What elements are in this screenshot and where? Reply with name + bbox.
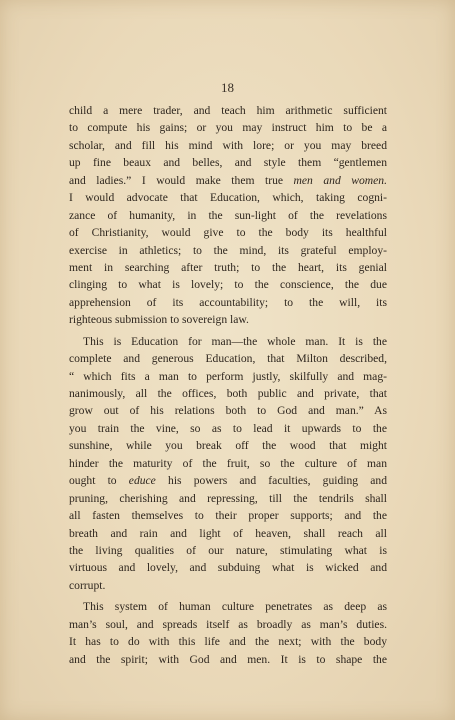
line-text: and ladies.” I would make them true [69,173,294,187]
text-line [69,402,387,419]
text-line [69,137,387,154]
italic-text: educe [128,474,156,488]
line-text: corrupt. [69,578,106,592]
line-text: This system of human culture penetrates as deep as [83,600,387,614]
line-text: clinging to what is lovely; to the conscience, the due [69,278,387,292]
line-text: you train the vine, so as to lead it upwards to the [69,421,387,435]
text-line [69,455,387,472]
text-line [69,154,387,171]
paragraph [69,598,387,668]
line-text: sunshine, while you break off the wood that might [69,439,387,453]
page-number: 18 [221,80,234,95]
line-text: apprehension of its accountability; to the will, its [69,295,387,309]
body-text [69,102,387,668]
text-line [69,437,387,454]
line-text: complete and generous Education, that Milton described, [69,352,387,366]
text-line [69,311,387,328]
line-text: and the spirit; with God and men. It is to shape the [69,652,387,666]
line-text: man’s soul, and spreads itself as broadly as man’s duties. [69,617,387,631]
text-line [69,651,387,668]
text-line [69,350,387,367]
line-text: righteous submission to sovereign law. [69,313,249,327]
line-text: virtuous and lovely, and subduing what is wicked and [69,561,387,575]
line-text: the living qualities of our nature, stimulating what is [69,543,387,557]
text-line [69,420,387,437]
line-text: zance of humanity, in the sun-light of the revelations [69,208,387,222]
line-text: “ which fits a man to perform justly, skilfully and mag- [69,369,387,383]
text-line [69,616,387,633]
line-text: hinder the maturity of the fruit, so the culture of man [69,456,387,470]
text-line [69,525,387,542]
line-text-after: his powers and faculties, guiding and [155,474,387,488]
paragraph [69,102,387,329]
text-line [69,333,387,350]
line-text: nanimously, all the offices, both public and private, that [69,387,387,400]
text-line [69,259,387,276]
line-text: child a mere trader, and teach him arithmetic sufficient [69,104,387,117]
line-text: scholar, and fill his mind with lore; or you may breed [69,138,387,152]
text-line [69,368,387,385]
text-line [69,490,387,507]
paragraph [69,333,387,595]
line-text: ought to [69,474,129,488]
text-line [69,633,387,650]
line-text: breath and rain and light of heaven, shall reach all [69,526,387,540]
text-line [69,294,387,311]
text-line [69,472,387,489]
text-line [69,385,387,402]
text-line [69,559,387,576]
text-line [69,207,387,224]
italic-text: men and women. [293,173,387,187]
line-text: It has to do with this life and the next; with the body [69,635,387,649]
text-line [69,224,387,241]
text-line [69,102,387,119]
text-line [69,119,387,136]
text-line [69,542,387,559]
line-text: exercise in athletics; to the mind, its grateful employ- [69,243,387,257]
text-line [69,242,387,259]
text-line [69,276,387,293]
text-line [69,507,387,524]
line-text: This is Education for man—the whole man. It is the [83,334,387,348]
text-line [69,189,387,206]
line-text: pruning, cherishing and repressing, till the tendrils shall [69,491,387,505]
text-line [69,172,387,189]
line-text: grow out of his relations both to God and man.” As [69,404,387,418]
line-text: ment in searching after truth; to the heart, its genial [69,260,387,274]
text-line [69,598,387,615]
line-text: of Christianity, would give to the body its healthful [69,226,387,240]
line-text: up fine beaux and belles, and style them “gentlemen [69,156,387,170]
line-text: all fasten themselves to their proper supports; and the [69,509,387,523]
line-text: I would advocate that Education, which, taking cogni- [69,191,387,205]
text-line [69,577,387,594]
line-text: to compute his gains; or you may instruct him to be a [69,121,387,135]
